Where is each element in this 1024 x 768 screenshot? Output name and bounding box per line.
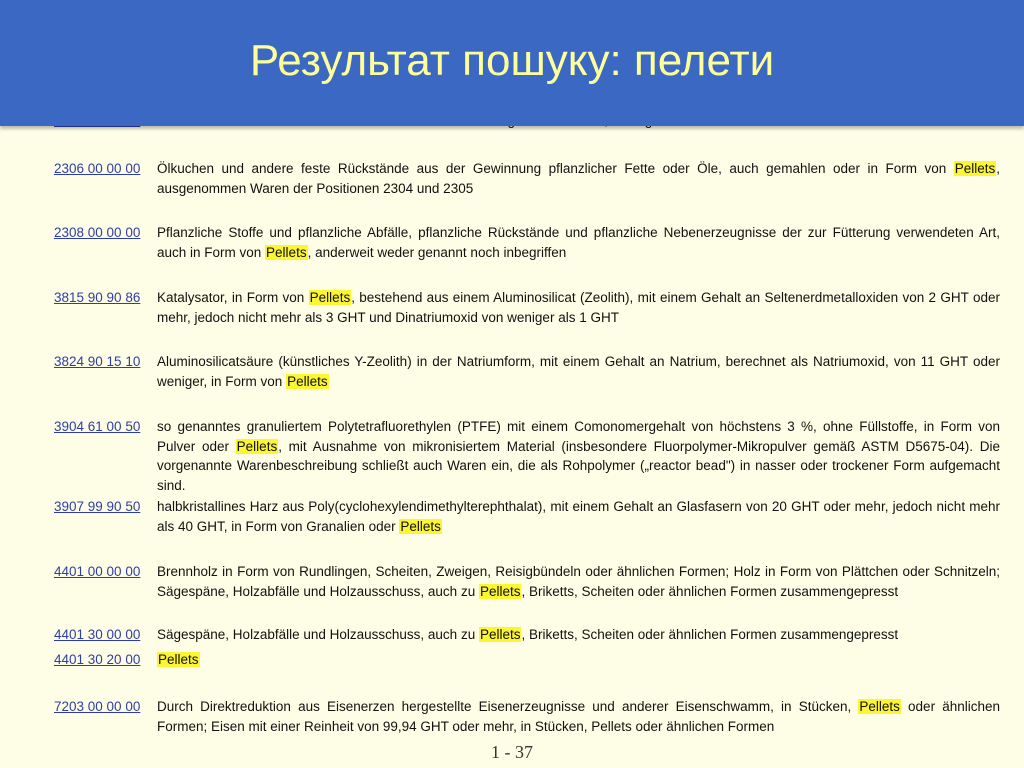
keyword-highlight: Pellets (287, 373, 328, 389)
result-entry (54, 650, 1000, 670)
keyword-highlight: Pellets (479, 583, 521, 599)
tariff-code-link[interactable]: 4401 30 20 00 (54, 652, 141, 667)
result-entry (54, 159, 1000, 198)
keyword-highlight: Pellets (859, 699, 900, 714)
tariff-code-link[interactable]: 7203 00 00 00 (54, 699, 141, 714)
result-description: Durch Direktreduktion aus Eisenerzen hergestellte Eisenerzeugnisse und anderer Eisenschwamm, in Stücken, Pellets oder ähnlichen Formen; Eisen mit einer Reinheit von 99,94 GHT oder mehr, in Stücken, Pellets oder ähnlichen Formen (157, 699, 1001, 734)
result-entry (54, 562, 1000, 601)
tariff-code-link[interactable]: 3907 99 90 50 (54, 499, 141, 514)
tariff-code-link[interactable]: 3824 90 15 10 (54, 354, 141, 369)
slide-title: Результат пошуку: пелети (249, 36, 775, 85)
result-description: Brennholz in Form von Rundlingen, Scheiten, Zweigen, Reisigbündeln oder ähnlichen Formen; Holz in Form von Plättchen oder Schnitzeln; Sägespäne, Holzabfälle und Holzausschuss, auch zu Pellets, Briketts, Scheiten oder ähnlichen Formen zusammengepresst (157, 564, 1000, 599)
tariff-code-link[interactable]: 2308 00 00 00 (54, 225, 141, 240)
page-number: 1 - 37 (491, 742, 533, 762)
tariff-code-link[interactable]: 4401 30 00 00 (54, 627, 141, 642)
result-entry (54, 288, 1000, 327)
result-description: Aluminosilicatsäure (künstliches Y-Zeolith) in der Natriumform, mit einem Gehalt an Natrium, berechnet als Natriumoxid, von 11 GHT oder weniger, in Form von Pellets (157, 354, 1000, 389)
keyword-highlight: Pellets (158, 652, 199, 667)
slide-header (0, 0, 1024, 126)
result-description: Ölkuchen und andere feste Rückstände aus der Gewinnung pflanzlicher Fette oder Öle, auch gemahlen oder in Form von Pellets, ausgenommen Waren der Positionen 2304 und 2305 (157, 161, 1000, 196)
result-description: Pflanzliche Stoffe und pflanzliche Abfälle, pflanzliche Rückstände und pflanzliche Nebenerzeugnisse der zur Fütterung verwendeten Art, auch in Form von Pellets, anderweit weder genannt noch inbegriffen (157, 225, 1000, 260)
result-description: so genanntes granuliertem Polytetrafluorethylen (PTFE) mit einem Comonomergehalt von höchstens 3 %, ohne Füllstoffe, in Form von Pulver oder Pellets, mit Ausnahme von mikronisiertem Material (insbesondere Fluorpolymer-Mikropulver gemäß ASTM D5675-04). Die vorgenannte Warenbeschreibung schließt auch Waren ein, die als Rohpolymer („reactor bead") in nasser oder trockener Form aufgemacht sind. (157, 419, 1000, 493)
result-description (157, 650, 1000, 670)
tariff-code-link[interactable]: 2306 00 00 00 (54, 161, 141, 176)
result-entry (54, 625, 1000, 645)
keyword-highlight: Pellets (236, 438, 278, 454)
keyword-highlight: Pellets (954, 161, 996, 176)
result-entry (54, 352, 1000, 391)
keyword-highlight: Pellets (400, 518, 441, 534)
tariff-code-link[interactable]: 3904 61 00 50 (54, 419, 141, 434)
tariff-code-link[interactable]: 3815 90 90 86 (54, 290, 141, 305)
result-description: halbkristallines Harz aus Poly(cyclohexylendimethylterephthalat), mit einem Gehalt an Glasfasern von 20 GHT oder mehr, jedoch nicht mehr als 40 GHT, in Form von Granalien oder Pellets (157, 499, 1000, 534)
keyword-highlight: Pellets (479, 627, 521, 642)
keyword-highlight: Pellets (266, 244, 307, 260)
result-entry (54, 417, 1000, 495)
result-description: Katalysator, in Form von Pellets, bestehend aus einem Aluminosilicat (Zeolith), mit einem Gehalt an Seltenerdmetalloxiden von 2 GHT oder mehr, jedoch nicht mehr als 3 GHT und Dinatriumoxid von weniger als 1 GHT (157, 290, 1001, 325)
result-entry (54, 697, 1000, 736)
result-description: Sägespäne, Holzabfälle und Holzausschuss, auch zu Pellets, Briketts, Scheiten oder ähnlichen Formen zusammengepresst (157, 627, 899, 642)
tariff-code-link[interactable]: 4401 00 00 00 (54, 564, 141, 579)
result-entry (54, 497, 1000, 536)
keyword-highlight: Pellets (309, 290, 351, 305)
result-entry (54, 223, 1000, 262)
